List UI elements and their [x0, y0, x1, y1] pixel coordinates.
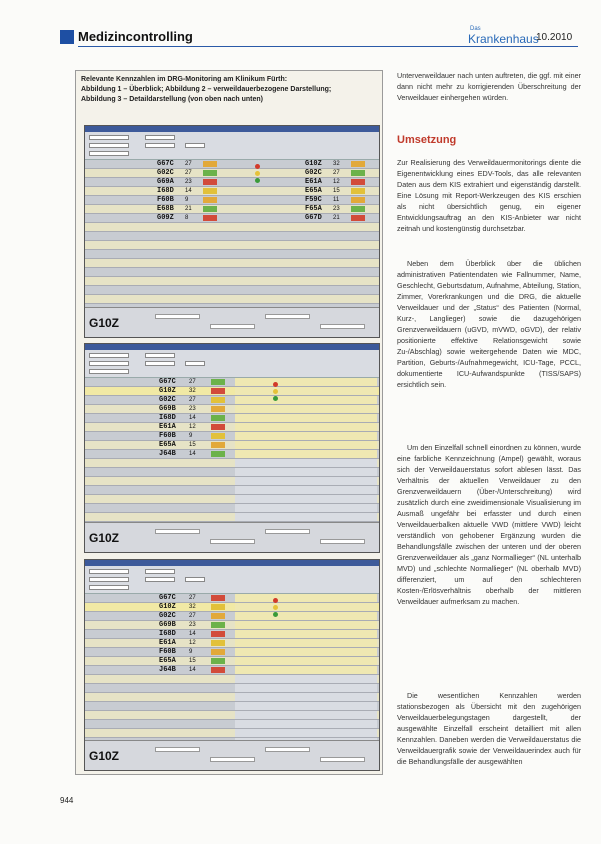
- summary-field: [320, 324, 365, 329]
- los-value: 14: [185, 188, 192, 194]
- traffic-light-icon: [255, 171, 260, 176]
- detail-pane: [235, 666, 377, 674]
- table-row[interactable]: [85, 414, 379, 423]
- detail-pane: [235, 396, 377, 404]
- detail-pane: [235, 378, 377, 386]
- table-row[interactable]: [85, 441, 379, 450]
- table-row[interactable]: [85, 160, 379, 169]
- detail-pane: [235, 495, 377, 503]
- table-row[interactable]: [85, 223, 379, 232]
- table-row[interactable]: [85, 675, 379, 684]
- status-indicator: [211, 442, 225, 448]
- filter-form: [85, 132, 379, 160]
- table-row[interactable]: [85, 630, 379, 639]
- los-value: 15: [189, 658, 196, 664]
- los-value: 21: [333, 215, 340, 221]
- drg-code: G02C: [157, 169, 174, 177]
- detail-pane: [235, 594, 377, 602]
- section-marker: [60, 30, 74, 44]
- table-row[interactable]: [85, 259, 379, 268]
- detail-pane: [235, 441, 377, 449]
- screenshot-length-of-stay: [84, 343, 380, 553]
- filter-field[interactable]: [89, 361, 129, 366]
- table-row[interactable]: [85, 196, 379, 205]
- detail-pane: [235, 468, 377, 476]
- case-summary-panel: [85, 307, 379, 337]
- table-row[interactable]: [85, 387, 379, 396]
- filter-field[interactable]: [145, 361, 175, 366]
- detail-pane: [235, 711, 377, 719]
- los-value: 32: [189, 388, 196, 394]
- screenshot-detail: [84, 559, 380, 771]
- status-indicator: [351, 179, 365, 185]
- filter-field[interactable]: [89, 151, 129, 156]
- summary-field: [265, 529, 310, 534]
- traffic-light-icon: [255, 164, 260, 169]
- status-indicator: [203, 161, 217, 167]
- los-value: 27: [333, 170, 340, 176]
- detail-pane: [235, 459, 377, 467]
- table-row[interactable]: [85, 720, 379, 729]
- summary-field: [320, 757, 365, 762]
- drg-code: G02C: [159, 612, 176, 620]
- status-indicator: [211, 424, 225, 430]
- los-value: 12: [189, 640, 196, 646]
- los-value: 14: [189, 631, 196, 637]
- detail-pane: [235, 423, 377, 431]
- page-number: 944: [60, 796, 74, 805]
- traffic-light-icon: [255, 178, 260, 183]
- table-row[interactable]: [85, 603, 379, 612]
- selected-drg-code: G10Z: [89, 531, 120, 545]
- paragraph-1: Zur Realisierung des Verweildauermonitorings diente die Eigenentwicklung eines EDV-Tools, das alle relevanten Daten aus dem KIS extrahiert und eigenständig darstellt. Eine Lösung mit Report-Werkzeugen des KIS erschien als nicht übersichtlich genug, ein eigener Entwicklungsauftrag an den KIS-Anbieter war nicht zeitnah und kostengünstig durchsetzbar.: [397, 158, 581, 233]
- patient-grid: [85, 594, 379, 747]
- detail-pane: [235, 603, 377, 611]
- table-row[interactable]: [85, 684, 379, 693]
- paragraph-2: Neben dem Überblick über die üblichen administrativen Patientendaten wie Fallnummer, Name, Geschlecht, Geburtsdatum, Aufnahme, Abteilung, Station, Zimmer, Vorerkrankungen und die DRG, die aktuelle Verweildauer und der „Status“ des Patienten (Normal, Kurz-, Langlieger) sowie die dazugehörigen Grenzverweildauern (uGVD, mVWD, oGVD), der relativ positionierte effektive Relationsgewicht sowie Zu-/Abschlag) sowie weitergehende Daten wie MDC, Partition, Geburts-/Aufnahmegewicht, ICU-Tage, PCCL, dokumentierte ICU-Aufwandspunkte (TISS/SAPS) ersichtlich sein.: [397, 259, 581, 389]
- detail-pane: [235, 729, 377, 737]
- table-row[interactable]: [85, 612, 379, 621]
- traffic-light-icon: [273, 396, 278, 401]
- status-indicator: [351, 197, 365, 203]
- journal-logo-prefix: Das: [470, 26, 481, 32]
- summary-field: [155, 529, 200, 534]
- selected-drg-code: G10Z: [89, 749, 120, 763]
- filter-field[interactable]: [89, 135, 129, 140]
- detail-pane: [235, 621, 377, 629]
- drg-code: G02C: [305, 169, 322, 177]
- los-value: 8: [185, 215, 189, 221]
- drg-code: E65A: [159, 441, 176, 449]
- case-summary-panel: [85, 740, 379, 770]
- detail-pane: [235, 387, 377, 395]
- detail-pane: [235, 513, 377, 521]
- status-indicator: [211, 451, 225, 457]
- filter-field[interactable]: [89, 143, 129, 148]
- filter-field[interactable]: [89, 369, 129, 374]
- los-value: 15: [333, 188, 340, 194]
- summary-field: [210, 324, 255, 329]
- patient-grid: [85, 378, 379, 531]
- status-indicator: [351, 170, 365, 176]
- drg-code: J64B: [159, 450, 176, 458]
- filter-form: [85, 350, 379, 378]
- drg-code: F60B: [157, 196, 174, 204]
- status-indicator: [203, 215, 217, 221]
- status-indicator: [211, 658, 225, 664]
- drg-code: I68D: [159, 630, 176, 638]
- drg-code: I68D: [159, 414, 176, 422]
- table-row[interactable]: [85, 232, 379, 241]
- status-indicator: [211, 640, 225, 646]
- drg-code: F65A: [305, 205, 322, 213]
- los-value: 14: [189, 667, 196, 673]
- detail-pane: [235, 486, 377, 494]
- los-value: 23: [185, 179, 192, 185]
- drg-code: E61A: [159, 423, 176, 431]
- status-indicator: [211, 379, 225, 385]
- drg-code: G67C: [157, 160, 174, 168]
- case-summary-panel: [85, 522, 379, 552]
- detail-pane: [235, 720, 377, 728]
- los-value: 27: [185, 170, 192, 176]
- table-row[interactable]: [85, 205, 379, 214]
- detail-pane: [235, 648, 377, 656]
- status-indicator: [351, 161, 365, 167]
- patient-grid: [85, 160, 379, 313]
- drg-code: G69B: [159, 621, 176, 629]
- figure-box: [75, 70, 383, 775]
- table-row[interactable]: [85, 486, 379, 495]
- filter-field[interactable]: [89, 577, 129, 582]
- drg-code: G67C: [159, 594, 176, 602]
- table-row[interactable]: [85, 513, 379, 522]
- los-value: 23: [333, 206, 340, 212]
- paragraph-3: Um den Einzelfall schnell einordnen zu können, wurde eine farbliche Kennzeichnung (Ampel) gewählt, woraus sich der Verweildauerstatus sofort ablesen lässt. Das Verhältnis der aktuellen Verweildauer zu den Grenzverweildauern (Über-/Unterschreitung) wird zusätzlich durch eine zweidimensionale Visualisierung im Ausmaß ungefähr bei erfasster und durch einen Verweildauerbalken aktuelle VWD (mittlere VWD) leicht verständlich von gehobener Ergänzung wurden die Behandlungsfälle zwischen der unteren und der oberen Grenzverweildauer als „ganz Normallieger“ (NL unterhalb MVD) und „schlechte Normallieger“ (NL oberhalb MVD) differenziert, um auf den schlechteren Kosten-/Erlösverhältnis oberhalb der mittleren Verweildauer aufmerksam zu machen.: [397, 443, 581, 606]
- figure-caption: [81, 75, 381, 105]
- table-row[interactable]: [85, 405, 379, 414]
- status-indicator: [351, 215, 365, 221]
- los-value: 32: [333, 161, 340, 167]
- status-indicator: [211, 622, 225, 628]
- status-indicator: [211, 415, 225, 421]
- drg-code: G10Z: [305, 160, 322, 168]
- status-indicator: [211, 388, 225, 394]
- selected-drg-code: G10Z: [89, 316, 120, 330]
- header-rule: [78, 46, 578, 47]
- detail-pane: [235, 612, 377, 620]
- caption-line-2: Abbildung 1 – Überblick; Abbildung 2 – verweildauerbezogene Darstellung;: [81, 86, 332, 93]
- screenshot-overview: [84, 125, 380, 338]
- drg-code: E65A: [305, 187, 322, 195]
- status-indicator: [211, 649, 225, 655]
- filter-field[interactable]: [89, 585, 129, 590]
- status-indicator: [211, 667, 225, 673]
- detail-pane: [235, 702, 377, 710]
- intro-paragraph: Unterverweildauer nach unten auftreten, die ggf. mit einer dann nicht mehr zu korrigierenden Überschreitung der Verweildauer einhergehen würden.: [397, 71, 581, 102]
- drg-code: F60B: [159, 648, 176, 656]
- table-row[interactable]: [85, 621, 379, 630]
- detail-pane: [235, 477, 377, 485]
- filter-field[interactable]: [145, 569, 175, 574]
- table-row[interactable]: [85, 711, 379, 720]
- summary-field: [320, 539, 365, 544]
- traffic-light-icon: [273, 612, 278, 617]
- status-indicator: [351, 188, 365, 194]
- detail-pane: [235, 657, 377, 665]
- summary-field: [265, 314, 310, 319]
- drg-code: E68B: [157, 205, 174, 213]
- summary-field: [155, 747, 200, 752]
- los-value: 27: [189, 595, 196, 601]
- detail-pane: [235, 450, 377, 458]
- summary-field: [210, 757, 255, 762]
- los-value: 14: [189, 415, 196, 421]
- status-indicator: [211, 631, 225, 637]
- status-indicator: [211, 595, 225, 601]
- detail-pane: [235, 405, 377, 413]
- filter-field[interactable]: [145, 143, 175, 148]
- drg-code: G69B: [159, 405, 176, 413]
- los-value: 32: [189, 604, 196, 610]
- journal-logo-name: Krankenhaus: [468, 32, 539, 46]
- los-value: 27: [185, 161, 192, 167]
- drg-code: G02C: [159, 396, 176, 404]
- traffic-light-icon: [273, 382, 278, 387]
- table-row[interactable]: [85, 504, 379, 513]
- table-row[interactable]: [85, 268, 379, 277]
- table-row[interactable]: [85, 657, 379, 666]
- drg-code: E65A: [159, 657, 176, 665]
- table-row[interactable]: [85, 477, 379, 486]
- drg-code: F59C: [305, 196, 322, 204]
- table-row[interactable]: [85, 178, 379, 187]
- detail-pane: [235, 504, 377, 512]
- los-value: 12: [189, 424, 196, 430]
- los-value: 27: [189, 613, 196, 619]
- drg-code: E61A: [159, 639, 176, 647]
- los-value: 9: [185, 197, 189, 203]
- los-value: 23: [189, 622, 196, 628]
- drg-code: J64B: [159, 666, 176, 674]
- table-row[interactable]: [85, 214, 379, 223]
- table-row[interactable]: [85, 468, 379, 477]
- table-row[interactable]: [85, 432, 379, 441]
- table-row[interactable]: [85, 187, 379, 196]
- los-value: 9: [189, 649, 193, 655]
- drg-code: G69A: [157, 178, 174, 186]
- filter-field[interactable]: [89, 353, 129, 358]
- summary-field: [210, 539, 255, 544]
- table-row[interactable]: [85, 666, 379, 675]
- status-indicator: [211, 613, 225, 619]
- los-value: 21: [185, 206, 192, 212]
- filter-field[interactable]: [145, 577, 175, 582]
- table-row[interactable]: [85, 286, 379, 295]
- summary-field: [265, 747, 310, 752]
- traffic-light-icon: [273, 389, 278, 394]
- los-value: 14: [189, 451, 196, 457]
- table-row[interactable]: [85, 396, 379, 405]
- traffic-light-icon: [273, 598, 278, 603]
- drg-code: G09Z: [157, 214, 174, 222]
- caption-line-1: Relevante Kennzahlen im DRG-Monitoring am Klinikum Fürth:: [81, 76, 288, 83]
- table-row[interactable]: [85, 378, 379, 387]
- detail-pane: [235, 684, 377, 692]
- table-row[interactable]: [85, 241, 379, 250]
- table-row[interactable]: [85, 639, 379, 648]
- filter-form: [85, 566, 379, 594]
- filter-field[interactable]: [145, 353, 175, 358]
- table-row[interactable]: [85, 450, 379, 459]
- status-indicator: [203, 170, 217, 176]
- drg-code: G10Z: [159, 387, 176, 395]
- status-indicator: [211, 397, 225, 403]
- los-value: 12: [333, 179, 340, 185]
- los-value: 27: [189, 379, 196, 385]
- status-indicator: [211, 433, 225, 439]
- table-row[interactable]: [85, 702, 379, 711]
- detail-pane: [235, 675, 377, 683]
- status-indicator: [203, 179, 217, 185]
- los-value: 11: [333, 197, 340, 203]
- table-row[interactable]: [85, 459, 379, 468]
- journal-logo: [468, 26, 539, 46]
- los-value: 27: [189, 397, 196, 403]
- status-indicator: [211, 406, 225, 412]
- table-row[interactable]: [85, 693, 379, 702]
- table-row[interactable]: [85, 250, 379, 259]
- section-title: Medizincontrolling: [78, 29, 193, 44]
- drg-code: E61A: [305, 178, 322, 186]
- filter-field[interactable]: [89, 569, 129, 574]
- detail-pane: [235, 630, 377, 638]
- paragraph-4: Die wesentlichen Kennzahlen werden stationsbezogen als Übersicht mit den zugehörigen Verweildauerbelegungstagen dargestellt, der ausgewählte Einzelfall erscheint detailliert mit allen Kennzahlen. Daneben werden die Verweildauerstatus die Verweildauergrafik sowie der Verweildauerindex auch für die Behandlungsfälle der ausgewählten: [397, 691, 581, 766]
- table-row[interactable]: [85, 495, 379, 504]
- table-row[interactable]: [85, 729, 379, 738]
- status-indicator: [351, 206, 365, 212]
- filter-field[interactable]: [185, 361, 205, 366]
- detail-pane: [235, 432, 377, 440]
- status-indicator: [203, 188, 217, 194]
- status-indicator: [203, 197, 217, 203]
- drg-code: G67D: [305, 214, 322, 222]
- table-row[interactable]: [85, 594, 379, 603]
- drg-code: G10Z: [159, 603, 176, 611]
- los-value: 15: [189, 442, 196, 448]
- status-indicator: [211, 604, 225, 610]
- detail-pane: [235, 414, 377, 422]
- table-row[interactable]: [85, 277, 379, 286]
- caption-line-3: Abbildung 3 – Detaildarstellung (von oben nach unten): [81, 96, 264, 103]
- table-row[interactable]: [85, 295, 379, 304]
- los-value: 23: [189, 406, 196, 412]
- detail-pane: [235, 693, 377, 701]
- drg-code: I68D: [157, 187, 174, 195]
- summary-field: [155, 314, 200, 319]
- filter-field[interactable]: [145, 135, 175, 140]
- filter-field[interactable]: [185, 143, 205, 148]
- table-row[interactable]: [85, 169, 379, 178]
- table-row[interactable]: [85, 648, 379, 657]
- filter-field[interactable]: [185, 577, 205, 582]
- page-header: [0, 26, 601, 50]
- issue-number: 10.2010: [536, 32, 573, 43]
- status-indicator: [203, 206, 217, 212]
- drg-code: F60B: [159, 432, 176, 440]
- traffic-light-icon: [273, 605, 278, 610]
- detail-pane: [235, 639, 377, 647]
- los-value: 9: [189, 433, 193, 439]
- table-row[interactable]: [85, 423, 379, 432]
- drg-code: G67C: [159, 378, 176, 386]
- section-heading: Umsetzung: [397, 134, 457, 146]
